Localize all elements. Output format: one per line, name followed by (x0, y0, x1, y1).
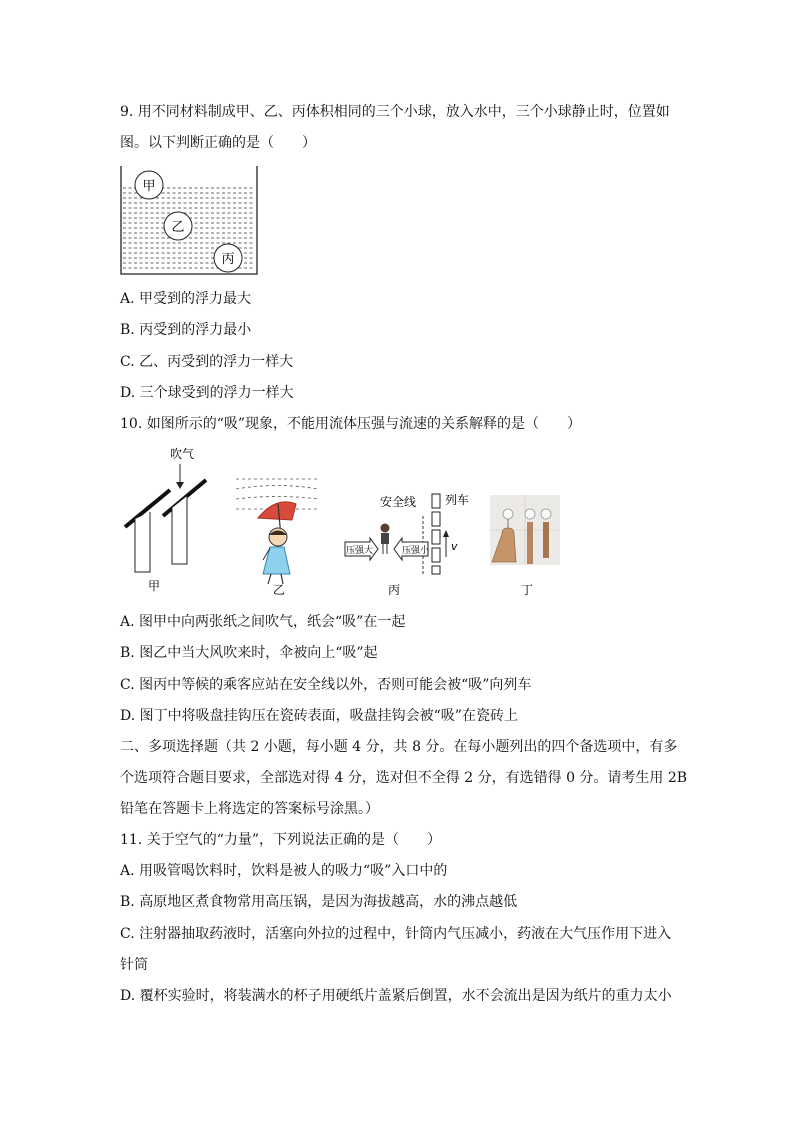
section2-line2: 个选项符合题目要求，全部选对得 4 分，选对但不全得 2 分，有选错得 0 分。请考生用 2B (120, 770, 688, 786)
q9-option-a: A. 甲受到的浮力最大 (120, 291, 252, 307)
ball-yi-label: 乙 (171, 220, 185, 235)
pressure-big-label: 压强大 (346, 546, 374, 556)
train-label: 列车 (445, 493, 470, 507)
q10-stem: 10. 如图所示的“吸”现象，不能用流体压强与流速的关系解释的是（ ） (120, 416, 582, 432)
section2-line1: 二、多项选择题（共 2 小题，每小题 4 分，共 8 分。在每小题列出的四个备选项中，有多 (120, 739, 678, 755)
q11-option-b: B. 高原地区煮食物常用高压锅，是因为海拔越高，水的沸点越低 (120, 894, 518, 910)
caption-bing: 丙 (388, 583, 401, 597)
figure-bing-platform (345, 492, 469, 597)
ball-jia-label: 甲 (142, 179, 156, 194)
q9-option-b: B. 丙受到的浮力最小 (120, 322, 252, 338)
q11-stem: 11. 关于空气的“力量”，下列说法正确的是（ ） (120, 832, 442, 848)
q9-option-c: C. 乙、丙受到的浮力一样大 (120, 354, 294, 370)
q10-option-d: D. 图丁中将吸盘挂钩压在瓷砖表面，吸盘挂钩会被“吸”在瓷砖上 (120, 708, 518, 724)
safety-line-label: 安全线 (380, 495, 417, 509)
q9-stem-line1: 9. 用不同材料制成甲、乙、丙体积相同的三个小球，放入水中，三个小球静止时，位置如 (120, 104, 670, 120)
figure-yi-umbrella (236, 479, 318, 597)
q9-option-d: D. 三个球受到的浮力一样大 (120, 385, 294, 401)
q9-water-container-figure (118, 164, 260, 278)
q10-option-c: C. 图丙中等候的乘客应站在安全线以外，否则可能会被“吸”向列车 (120, 677, 532, 693)
section2-line3: 铅笔在答题卡上将选定的答案标号涂黑。） (120, 801, 379, 817)
q11-option-a: A. 用吸管喝饮料时，饮料是被人的吸力“吸”入口中的 (120, 863, 448, 879)
caption-yi: 乙 (273, 583, 286, 597)
q10-four-figures (118, 442, 568, 602)
q11-option-d: D. 覆杯实验时，将装满水的杯子用硬纸片盖紧后倒置，水不会流出是因为纸片的重力太小 (120, 988, 672, 1004)
q11-option-c: C. 注射器抽取药液时，活塞向外拉的过程中，针筒内气压减小，药液在大气压作用下进入 (120, 926, 672, 942)
caption-ding: 丁 (521, 583, 534, 597)
train-cars (432, 494, 440, 574)
pressure-small-label: 压强小 (402, 546, 430, 556)
q10-option-a: A. 图甲中向两张纸之间吹气，纸会“吸”在一起 (120, 614, 406, 630)
ball-bing-label: 丙 (221, 252, 235, 267)
velocity-label: v (451, 540, 458, 553)
figure-ding-suction-hooks (490, 495, 560, 597)
blow-label: 吹气 (170, 447, 195, 461)
q10-option-b: B. 图乙中当大风吹来时，伞被向上“吸”起 (120, 645, 378, 661)
figure-jia-paper-sheets (125, 446, 206, 593)
q11-option-c-continued: 针筒 (120, 957, 148, 973)
caption-jia: 甲 (148, 579, 161, 593)
q9-stem-line2: 图。以下判断正确的是（ ） (120, 135, 316, 151)
